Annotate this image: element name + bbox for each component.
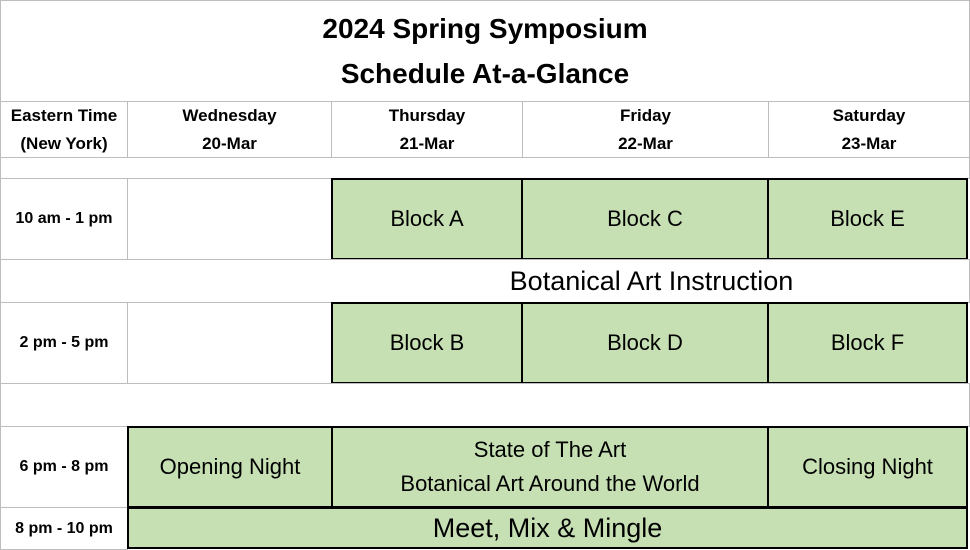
block-f: Block F xyxy=(767,302,968,384)
day-name: Wednesday xyxy=(182,105,277,125)
time-slot-afternoon: 2 pm - 5 pm xyxy=(0,302,128,384)
day-header-friday xyxy=(522,101,769,158)
day-date: 22-Mar xyxy=(618,133,673,153)
block-e: Block E xyxy=(767,178,968,260)
day-name: Thursday xyxy=(388,105,466,125)
time-slot-morning: 10 am - 1 pm xyxy=(0,178,128,260)
day-header-saturday xyxy=(768,101,970,158)
time-slot-evening: 6 pm - 8 pm xyxy=(0,426,128,508)
day-date: 20-Mar xyxy=(202,133,257,153)
block-c: Block C xyxy=(521,178,769,260)
day-name: Friday xyxy=(619,105,672,125)
empty-cell xyxy=(127,178,332,260)
state-of-the-art-line-2: Botanical Art Around the World xyxy=(400,471,700,496)
day-header-wednesday xyxy=(127,101,332,158)
day-date: 23-Mar xyxy=(841,133,897,153)
spacer-row xyxy=(0,383,970,427)
instruction-banner xyxy=(0,259,970,303)
day-date: 21-Mar xyxy=(399,133,455,153)
title-line-1: 2024 Spring Symposium xyxy=(322,13,648,44)
state-of-the-art xyxy=(331,426,769,508)
timezone-header xyxy=(0,101,128,158)
instruction-banner-label: Botanical Art Instruction xyxy=(509,265,794,296)
meet-mix-mingle: Meet, Mix & Mingle xyxy=(127,507,968,549)
block-b: Block B xyxy=(331,302,523,384)
closing-night: Closing Night xyxy=(767,426,968,508)
time-slot-night: 8 pm - 10 pm xyxy=(0,507,128,550)
empty-cell xyxy=(127,302,332,384)
block-a: Block A xyxy=(331,178,523,260)
block-d: Block D xyxy=(521,302,769,384)
day-name: Saturday xyxy=(832,105,906,125)
timezone-line-2: (New York) xyxy=(20,133,108,153)
state-of-the-art-line-1: State of The Art xyxy=(473,437,627,462)
spacer-row xyxy=(0,157,970,179)
schedule-title xyxy=(0,0,970,102)
day-header-thursday xyxy=(331,101,523,158)
opening-night: Opening Night xyxy=(127,426,333,508)
timezone-line-1: Eastern Time xyxy=(10,105,118,125)
title-line-2: Schedule At-a-Glance xyxy=(340,58,630,89)
